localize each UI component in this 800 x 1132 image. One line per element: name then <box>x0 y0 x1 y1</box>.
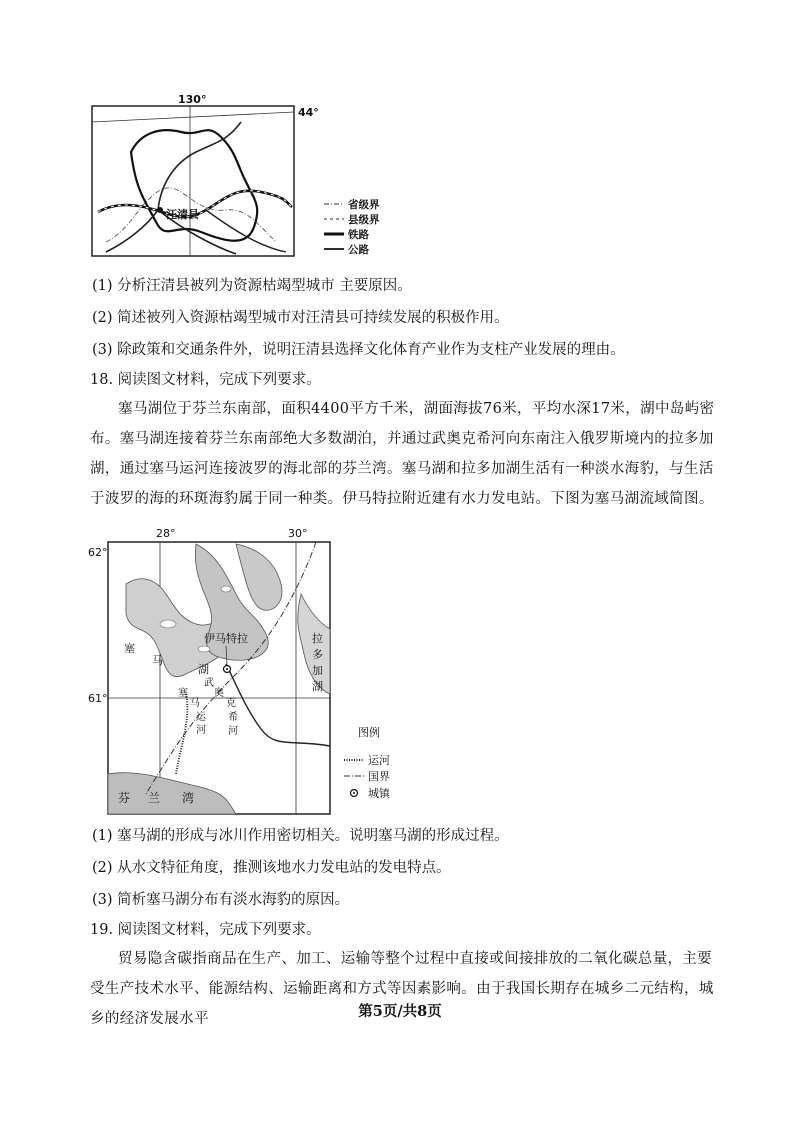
map2-lat-61: 61° <box>88 692 108 705</box>
map2-ladoga-char-3: 加 <box>312 664 323 677</box>
q17-item-1: (1) 分析汪清县被列为资源枯竭型城市 主要原因。 <box>92 278 412 294</box>
map2-lon-30: 30° <box>288 527 308 540</box>
map2-river-char-4: 希 <box>228 712 238 723</box>
legend-province-label: 省级界 <box>348 199 380 211</box>
map2-river-char-3: 克 <box>226 698 236 709</box>
map2-island-3 <box>221 586 231 592</box>
map2-river-char-1: 武 <box>204 678 214 689</box>
map1-legend <box>324 198 380 256</box>
q18-paragraph: 塞马湖位于芬兰东南部，面积4400平方千米，湖面海拔76米，平均水深17米，湖中岛屿密布。塞马湖连接着芬兰东南部绝大多数湖泊，并通过武奥克希河向东南注入俄罗斯境内的拉多加湖，通过塞马运河连接波罗的海北部的芬兰湾。塞马湖和拉多加湖生活有一种淡水海豹，与生活于波罗的海的环斑海豹属于同一种类。伊马特拉附近建有水力发电站。下图为塞马湖流域简图。 <box>90 401 715 507</box>
saimaa-map-svg <box>86 524 426 820</box>
map2-river-char-5: 河 <box>228 726 238 737</box>
map2-canal-char-1: 塞 <box>178 688 188 699</box>
legend-county-label: 县级界 <box>348 214 380 226</box>
map2-canal-char-2: 马 <box>190 698 200 709</box>
legend-town-dot <box>353 792 355 794</box>
map1-lat-label: 44° <box>298 106 319 119</box>
q18-heading: 18. 阅读图文材料，完成下列要求。 <box>90 372 321 388</box>
q19-heading: 19. 阅读图文材料，完成下列要求。 <box>90 922 321 938</box>
map2-lake-char-3: 湖 <box>198 663 209 676</box>
map2-river-char-2: 奥 <box>214 688 224 699</box>
map2-legend-title: 图例 <box>358 726 380 739</box>
map2-lake-char-1: 塞 <box>124 642 135 655</box>
map2-gulf-char-1: 芬 <box>118 791 131 805</box>
map1-parallel-44 <box>92 112 294 122</box>
saimaa-map <box>86 524 426 820</box>
legend-town-label: 城镇 <box>368 787 390 800</box>
map2-canal-char-4: 河 <box>196 725 206 736</box>
map1-town-dot <box>157 207 163 213</box>
map2-gulf-char-3: 湾 <box>182 791 195 805</box>
map2-town-label: 伊马特拉 <box>204 632 248 645</box>
map2-lon-28: 28° <box>156 527 176 540</box>
q18-item-3: (3) 简析塞马湖分布有淡水海豹的原因。 <box>92 892 350 908</box>
wangqing-map <box>86 92 406 264</box>
q17-item-3: (3) 除政策和交通条件外，说明汪清县选择文化体育产业作为支柱产业发展的理由。 <box>92 342 625 358</box>
map2-lat-62: 62° <box>88 546 108 559</box>
legend-railway-label: 铁路 <box>348 229 369 241</box>
map1-highway-2 <box>106 210 158 252</box>
map1-lon-label: 130° <box>178 93 207 106</box>
map1-county-label: 汪清县 <box>166 208 199 221</box>
map2-town-imatra-dot <box>226 668 228 670</box>
map2-legend <box>344 725 391 800</box>
q18-item-1: (1) 塞马湖的形成与冰川作用密切相关。说明塞马湖的形成过程。 <box>92 828 509 844</box>
legend-canal-label: 运河 <box>368 754 390 767</box>
map2-ladoga-char-4: 湖 <box>312 680 323 693</box>
q18-item-2: (2) 从水文特征角度，推测该地水力发电站的发电特点。 <box>92 860 451 876</box>
page-indicator: 第5页/共8页 <box>358 1003 442 1020</box>
map1-highway-4 <box>206 210 286 252</box>
map2-island-2 <box>198 646 210 652</box>
legend-border-label: 国界 <box>368 770 390 783</box>
map2-ladoga-char-1: 拉 <box>312 632 323 645</box>
q17-item-2: (2) 简述被列入资源枯竭型城市对汪清县可持续发展的积极作用。 <box>92 310 509 326</box>
map2-lake-char-2: 马 <box>152 654 163 667</box>
map2-canal-char-3: 运 <box>196 712 206 723</box>
map2-island-1 <box>160 620 176 628</box>
legend-highway-label: 公路 <box>348 244 369 256</box>
map2-gulf-char-2: 兰 <box>148 791 161 805</box>
wangqing-map-svg <box>86 92 406 264</box>
map1-county-boundary <box>131 130 257 241</box>
map2-ladoga-char-2: 多 <box>312 648 323 661</box>
q19-paragraph: 贸易隐含碳指商品在生产、加工、运输等整个过程中直接或间接排放的二氧化碳总量，主要受生产技术水平、能源结构、运输距离和方式等因素影响。由于我国长期存在城乡二元结构，城乡的经济发展水平 <box>90 951 714 1027</box>
